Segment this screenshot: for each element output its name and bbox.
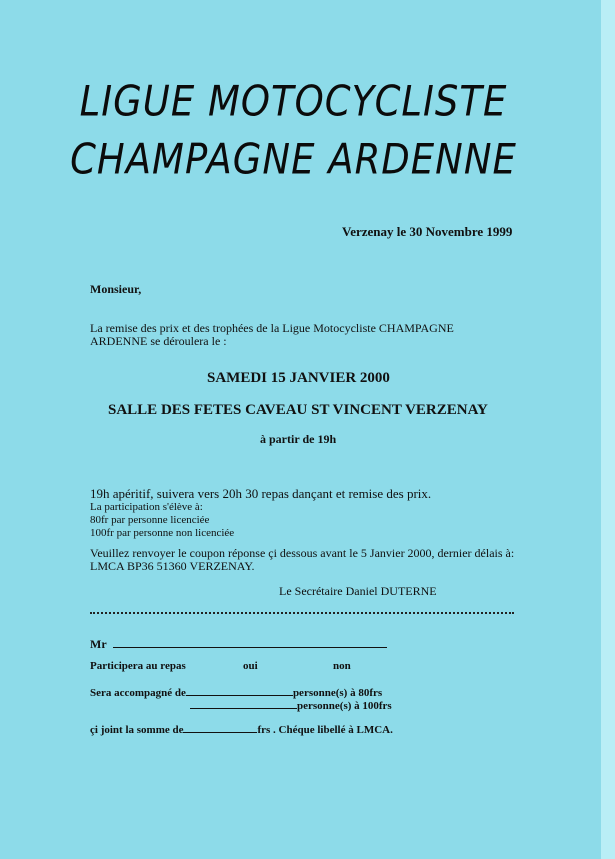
letter-date: Verzenay le 30 Novembre 1999 bbox=[342, 224, 513, 239]
participation-oui[interactable]: oui bbox=[243, 660, 258, 672]
persons-100-label: personne(s) à 100frs bbox=[297, 700, 392, 712]
return-line-1: Veuillez renvoyer le coupon réponse çi dessous avant le 5 Janvier 2000, dernier délais à: bbox=[90, 546, 515, 560]
page-edge bbox=[601, 0, 615, 859]
event-venue: SALLE DES FETES CAVEAU ST VINCENT VERZENAY bbox=[108, 402, 488, 418]
program-line-4: 100fr par personne non licenciée bbox=[90, 527, 235, 539]
intro-line-1: La remise des prix et des trophées de la Ligue Motocycliste CHAMPAGNE bbox=[90, 321, 454, 335]
program-line-1: 19h apéritif, suivera vers 20h 30 repas dançant et remise des prix. bbox=[90, 486, 432, 501]
intro-paragraph bbox=[90, 322, 454, 348]
sum-label: çi joint la somme de bbox=[90, 724, 184, 736]
return-paragraph bbox=[90, 547, 514, 573]
persons-80-label: personne(s) à 80frs bbox=[292, 687, 383, 699]
intro-line-2: ARDENNE se déroulera le : bbox=[90, 334, 227, 348]
sum-row bbox=[90, 722, 393, 736]
accompanied-row bbox=[90, 685, 382, 699]
return-line-2: LMCA BP36 51360 VERZENAY. bbox=[90, 559, 255, 573]
accompanied-label: Sera accompagné de bbox=[90, 687, 186, 699]
persons-80-field[interactable] bbox=[186, 685, 293, 696]
program-line-3: 80fr par personne licenciée bbox=[90, 514, 210, 526]
title-line-2: CHAMPAGNE ARDENNE bbox=[70, 135, 517, 184]
title-line-1: LIGUE MOTOCYCLISTE bbox=[79, 77, 508, 126]
mr-label: Mr bbox=[90, 637, 107, 651]
persons-100-row bbox=[190, 698, 392, 712]
participation-label: Participera au repas bbox=[90, 660, 186, 672]
program-paragraph bbox=[90, 487, 431, 540]
coupon-mr-row bbox=[90, 637, 387, 652]
participation-non[interactable]: non bbox=[333, 660, 351, 672]
signature: Le Secrétaire Daniel DUTERNE bbox=[279, 584, 437, 598]
program-line-2: La participation s'élève à: bbox=[90, 501, 203, 513]
mr-name-field[interactable] bbox=[113, 637, 387, 648]
persons-100-field[interactable] bbox=[190, 698, 297, 709]
sum-suffix: frs . Chéque libellé à LMCA. bbox=[257, 724, 393, 736]
salutation: Monsieur, bbox=[90, 282, 142, 296]
cut-line bbox=[90, 612, 514, 614]
event-date: SAMEDI 15 JANVIER 2000 bbox=[207, 370, 390, 386]
event-time: à partir de 19h bbox=[260, 432, 337, 446]
sum-field[interactable] bbox=[183, 722, 257, 733]
